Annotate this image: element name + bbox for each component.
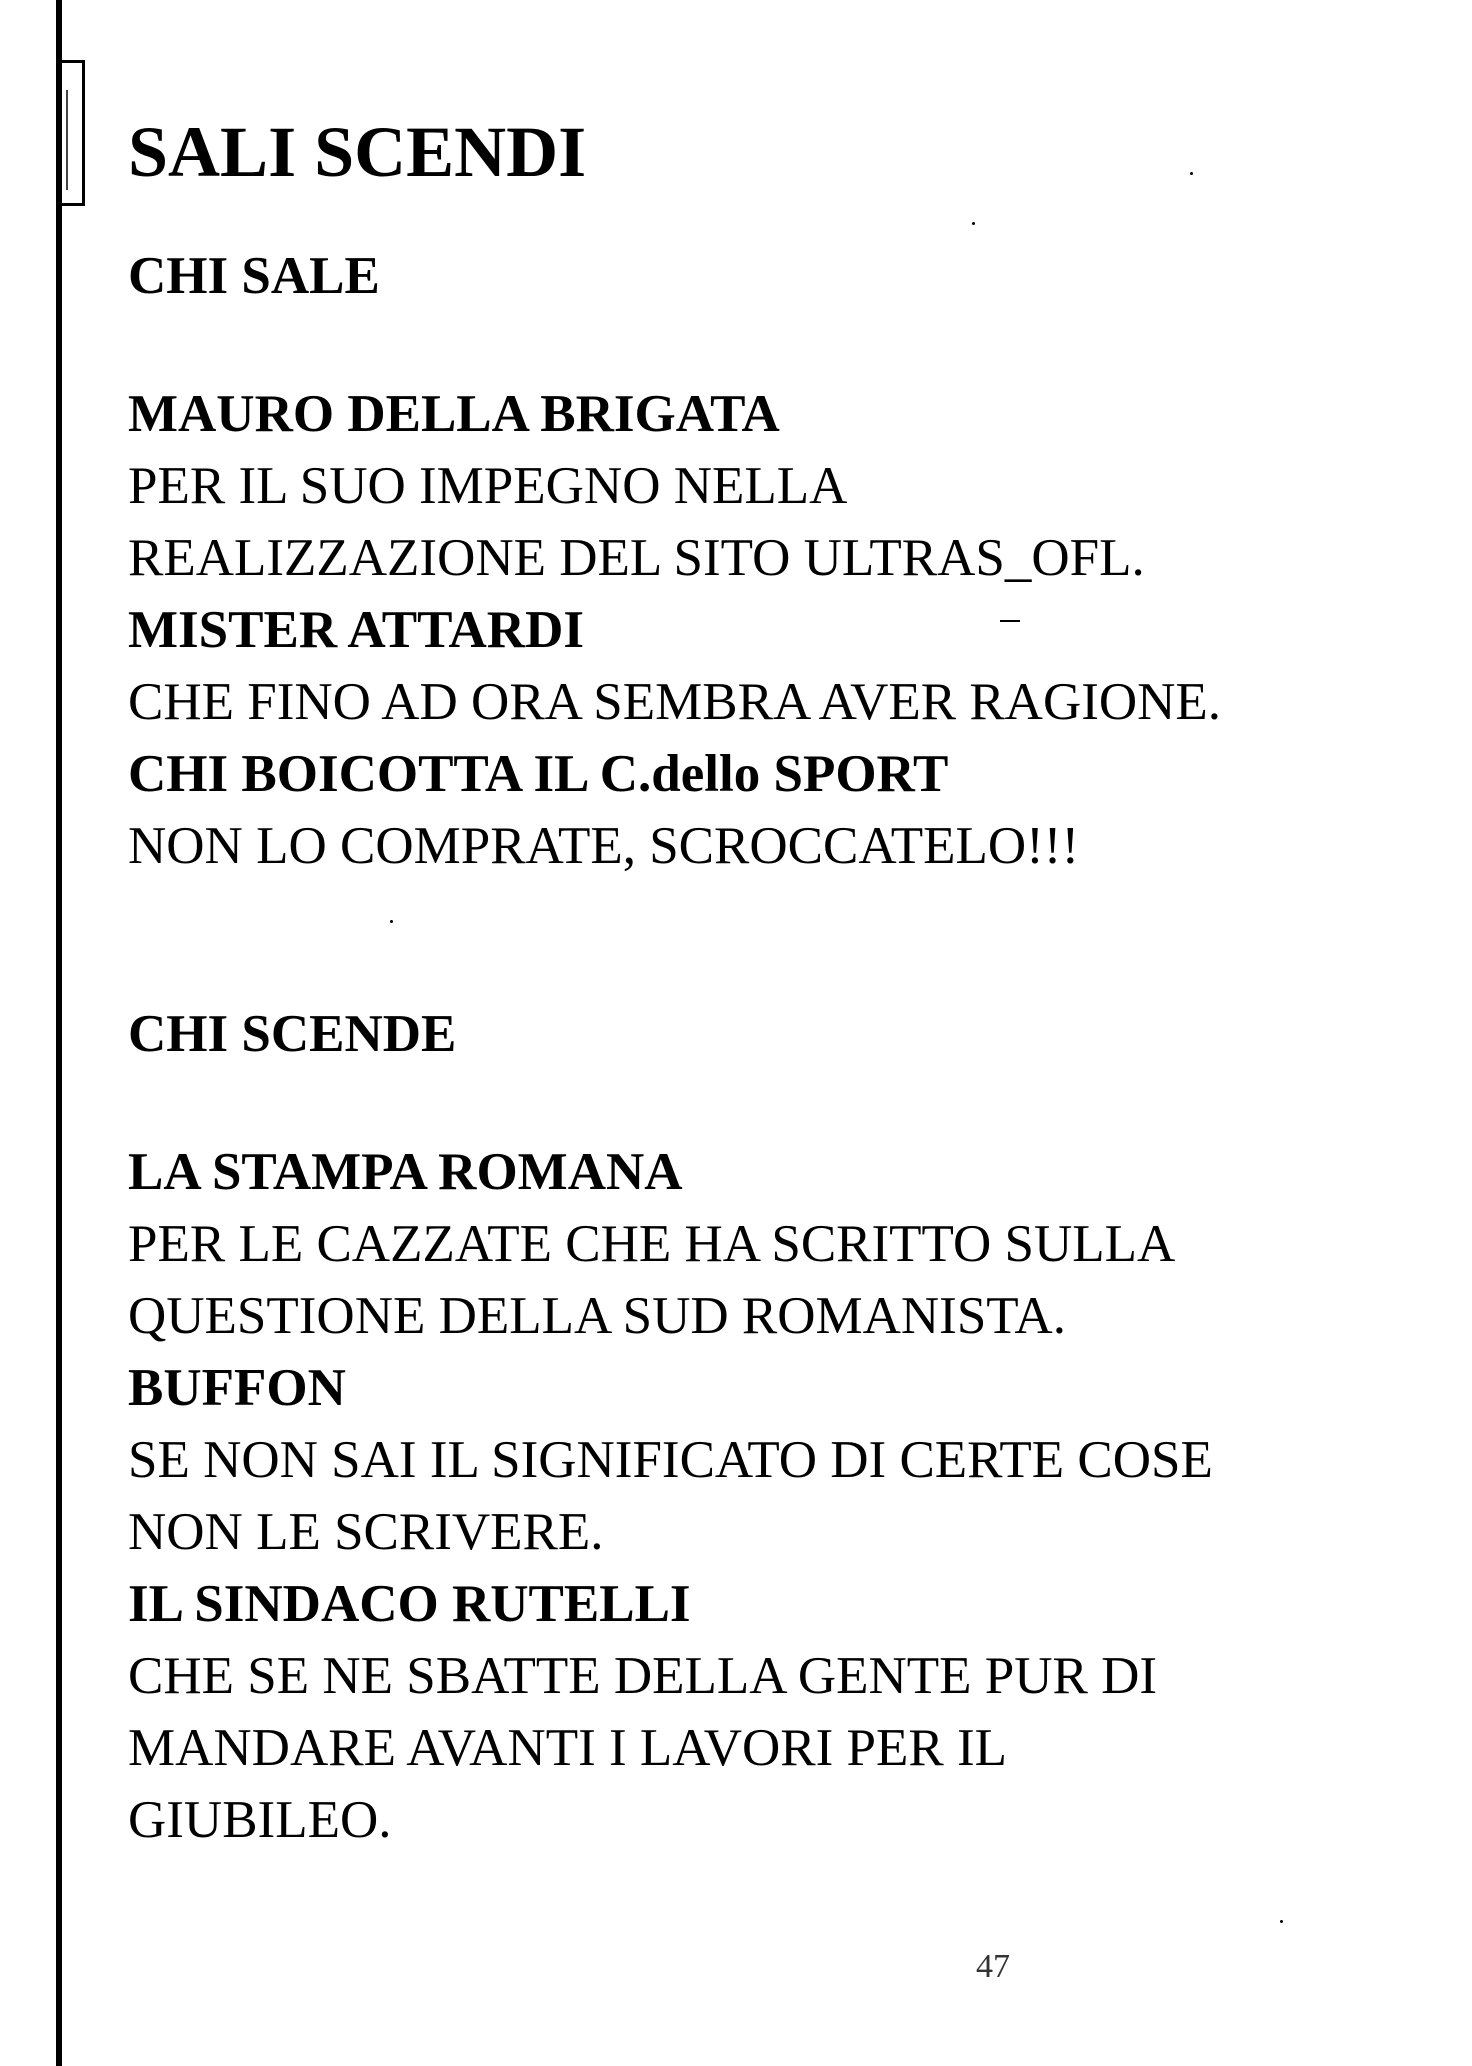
page-title: SALI SCENDI [128,112,587,192]
entry-name: MISTER ATTARDI [128,601,584,659]
entry [128,378,1448,594]
entry-text: CHE SE NE SBATTE DELLA GENTE PUR DI MANDARE AVANTI I LAVORI PER IL GIUBILEO. [128,1647,1158,1849]
entry [128,738,1448,882]
section-chi-scende [128,1002,1448,1856]
entry-name: CHI BOICOTTA IL C.dello SPORT [128,745,949,803]
entry [128,1352,1448,1568]
entry [128,594,1448,738]
entry-text: SE NON SAI IL SIGNIFICATO DI CERTE COSE NON LE SCRIVERE. [128,1431,1213,1561]
entry-text: PER LE CAZZATE CHE HA SCRITTO SULLA QUESTIONE DELLA SUD ROMANISTA. [128,1215,1176,1345]
section-heading: CHI SALE [128,247,380,305]
entry [128,1568,1448,1856]
page-number: 47 [976,1948,1010,1985]
entry-text: CHE FINO AD ORA SEMBRA AVER RAGIONE. [128,673,1222,731]
entry-text: PER IL SUO IMPEGNO NELLA REALIZZAZIONE DEL SITO ULTRAS_OFL. [128,457,1145,587]
entry-name: LA STAMPA ROMANA [128,1143,683,1201]
binding-edge-line [56,0,62,2066]
binding-notch-inner [66,90,78,190]
scan-speck [1280,1920,1283,1923]
document-body [128,110,1448,1856]
entry [128,1136,1448,1352]
entry-name: IL SINDACO RUTELLI [128,1575,691,1633]
entry-name: BUFFON [128,1359,346,1417]
section-chi-sale [128,244,1448,882]
section-heading: CHI SCENDE [128,1005,457,1063]
section-spacer [128,882,1448,1002]
entry-name: MAURO DELLA BRIGATA [128,385,780,443]
entry-text: NON LO COMPRATE, SCROCCATELO!!! [128,817,1080,875]
